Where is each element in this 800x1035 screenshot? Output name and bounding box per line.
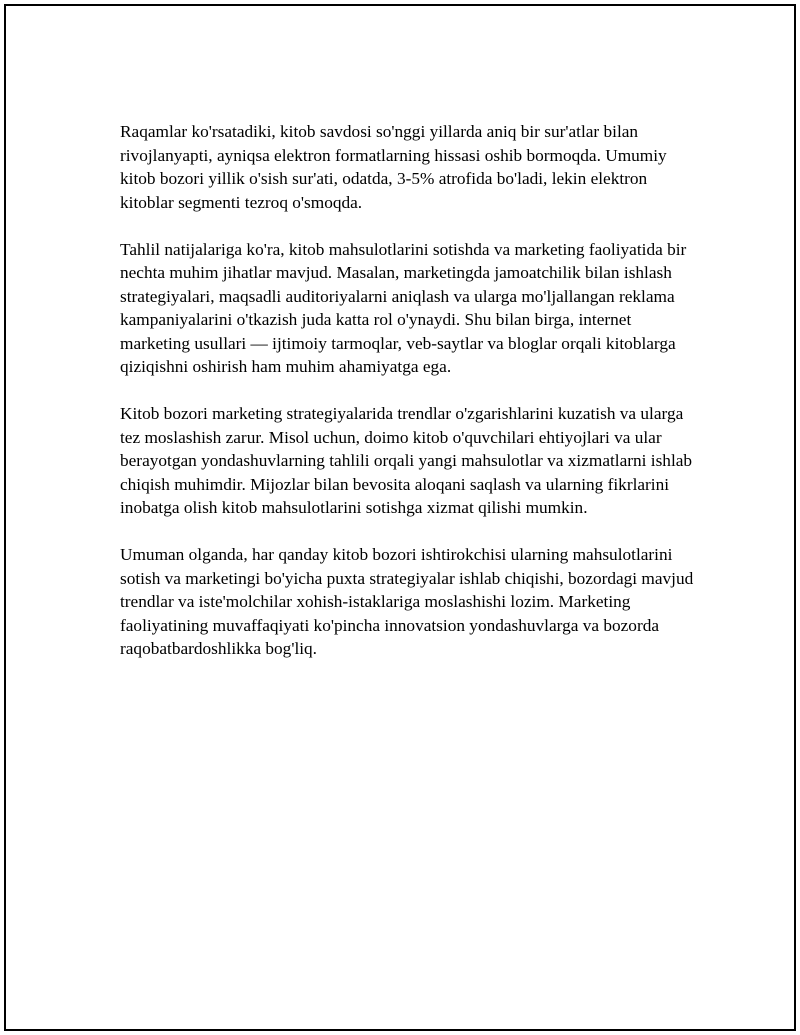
paragraph-1: Raqamlar ko'rsatadiki, kitob savdosi so'nggi yillarda aniq bir sur'atlar bilan rivojlanyapti, ayniqsa elektron formatlarning hissasi oshib bormoqda. Umumiy kitob bozori yillik o'sish sur'ati, odatda, 3-5% atrofida bo'ladi, lekin elektron kitoblar segmenti tezroq o'smoqda. [120,122,667,212]
document-body [120,120,700,684]
document-page [4,4,796,1031]
paragraph-4: Umuman olganda, har qanday kitob bozori ishtirokchisi ularning mahsulotlarini sotish va marketingi bo'yicha puxta strategiyalar ishlab chiqishi, bozordagi mavjud trendlar va iste'molchilar xohish-istaklariga moslashishi lozim. Marketing faoliyatining muvaffaqiyati ko'pincha innovatsion yondashuvlarga va bozorda raqobatbardoshlikka bog'liq. [120,545,694,658]
paragraph-3: Kitob bozori marketing strategiyalarida trendlar o'zgarishlarini kuzatish va ularga tez moslashish zarur. Misol uchun, doimo kitob o'quvchilari ehtiyojlari va ular berayotgan yondashuvlarning tahlili orqali yangi mahsulotlar va xizmatlarni ishlab chiqish muhimdir. Mijozlar bilan bevosita aloqani saqlash va ularning fikrlarini inobatga olish kitob mahsulotlarini sotishga xizmat qilishi mumkin. [120,404,693,517]
paragraph-2: Tahlil natijalariga ko'ra, kitob mahsulotlarini sotishda va marketing faoliyatida bir nechta muhim jihatlar mavjud. Masalan, marketingda jamoatchilik bilan ishlash strategiyalari, maqsadli auditoriyalarni aniqlash va ularga mo'ljallangan reklama kampaniyalarini o'tkazish juda katta rol o'ynaydi. Shu bilan birga, internet marketing usullari — ijtimoiy tarmoqlar, veb-saytlar va bloglar orqali kitoblarga qiziqishni oshirish ham muhim ahamiyatga ega. [120,239,687,376]
